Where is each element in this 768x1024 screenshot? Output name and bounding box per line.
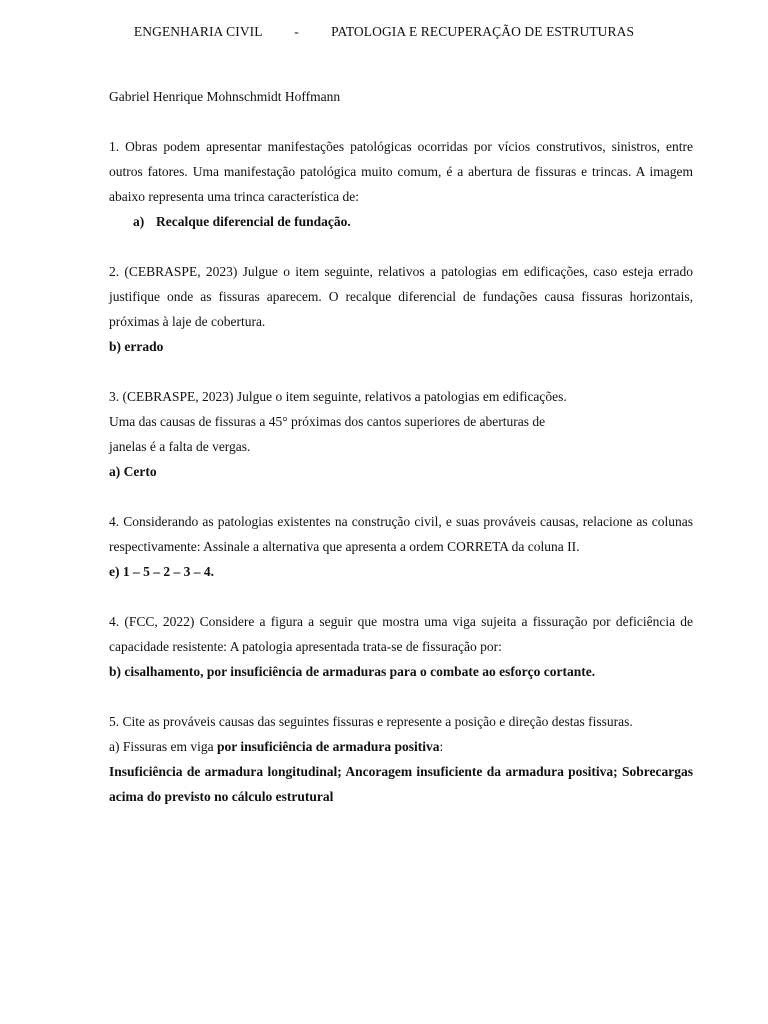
question-2-text: 2. (CEBRASPE, 2023) Julgue o item seguinte, relativos a patologias em edificações, caso esteja errado justifique onde as fissuras aparecem. O recalque diferencial de fundações causa fissuras horizontais, próximas à laje de cobertura. <box>109 264 693 329</box>
question-4b-text: 4. (FCC, 2022) Considere a figura a seguir que mostra uma viga sujeita a fissuração por deficiência de capacidade resistente: A patologia apresentada trata-se de fissuração por: <box>109 614 693 654</box>
page-header <box>0 24 768 40</box>
question-2-answer: b) errado <box>109 339 164 354</box>
header-separator: - <box>294 24 299 39</box>
question-1-text: 1. Obras podem apresentar manifestações patológicas ocorridas por vícios construtivos, sinistros, entre outros fatores. Uma manifestação patológica muito comum, é a abertura de fissuras e trincas. A imagem abaixo representa uma trinca característica de: <box>109 139 693 204</box>
header-subject: PATOLOGIA E RECUPERAÇÃO DE ESTRUTURAS <box>331 24 635 39</box>
document-body <box>109 84 693 809</box>
question-3-line-2: Uma das causas de fissuras a 45° próximas dos cantos superiores de aberturas de <box>109 414 546 429</box>
author-name: Gabriel Henrique Mohnschmidt Hoffmann <box>109 89 341 104</box>
question-4a-answer: e) 1 – 5 – 2 – 3 – 4. <box>109 564 214 579</box>
question-4b-answer: b) cisalhamento, por insuficiência de armaduras para o combate ao esforço cortante. <box>109 664 596 679</box>
question-3-line-1: 3. (CEBRASPE, 2023) Julgue o item seguinte, relativos a patologias em edificações. <box>109 389 567 404</box>
header-course: ENGENHARIA CIVIL <box>133 24 263 39</box>
answer-text: Recalque diferencial de fundação. <box>156 214 351 229</box>
question-5-text: 5. Cite as prováveis causas das seguintes fissuras e represente a posição e direção destas fissuras. <box>109 714 633 729</box>
item-prefix: a) Fissuras em viga <box>109 739 217 754</box>
question-4a-text: 4. Considerando as patologias existentes na construção civil, e suas prováveis causas, relacione as colunas respectivamente: Assinale a alternativa que apresenta a ordem CORRETA da coluna II. <box>109 514 693 554</box>
question-3-line-3: janelas é a falta de vergas. <box>109 439 251 454</box>
question-3-answer: a) Certo <box>109 464 157 479</box>
question-1-answer <box>109 209 693 234</box>
question-5-answer: Insuficiência de armadura longitudinal; Ancoragem insuficiente da armadura positiva; Sobrecargas acima do previsto no cálculo estrutural <box>109 764 693 804</box>
question-5-item-a <box>109 734 693 759</box>
item-bold: por insuficiência de armadura positiva <box>216 739 440 754</box>
item-suffix: : <box>439 739 444 754</box>
answer-marker: a) <box>133 214 145 229</box>
